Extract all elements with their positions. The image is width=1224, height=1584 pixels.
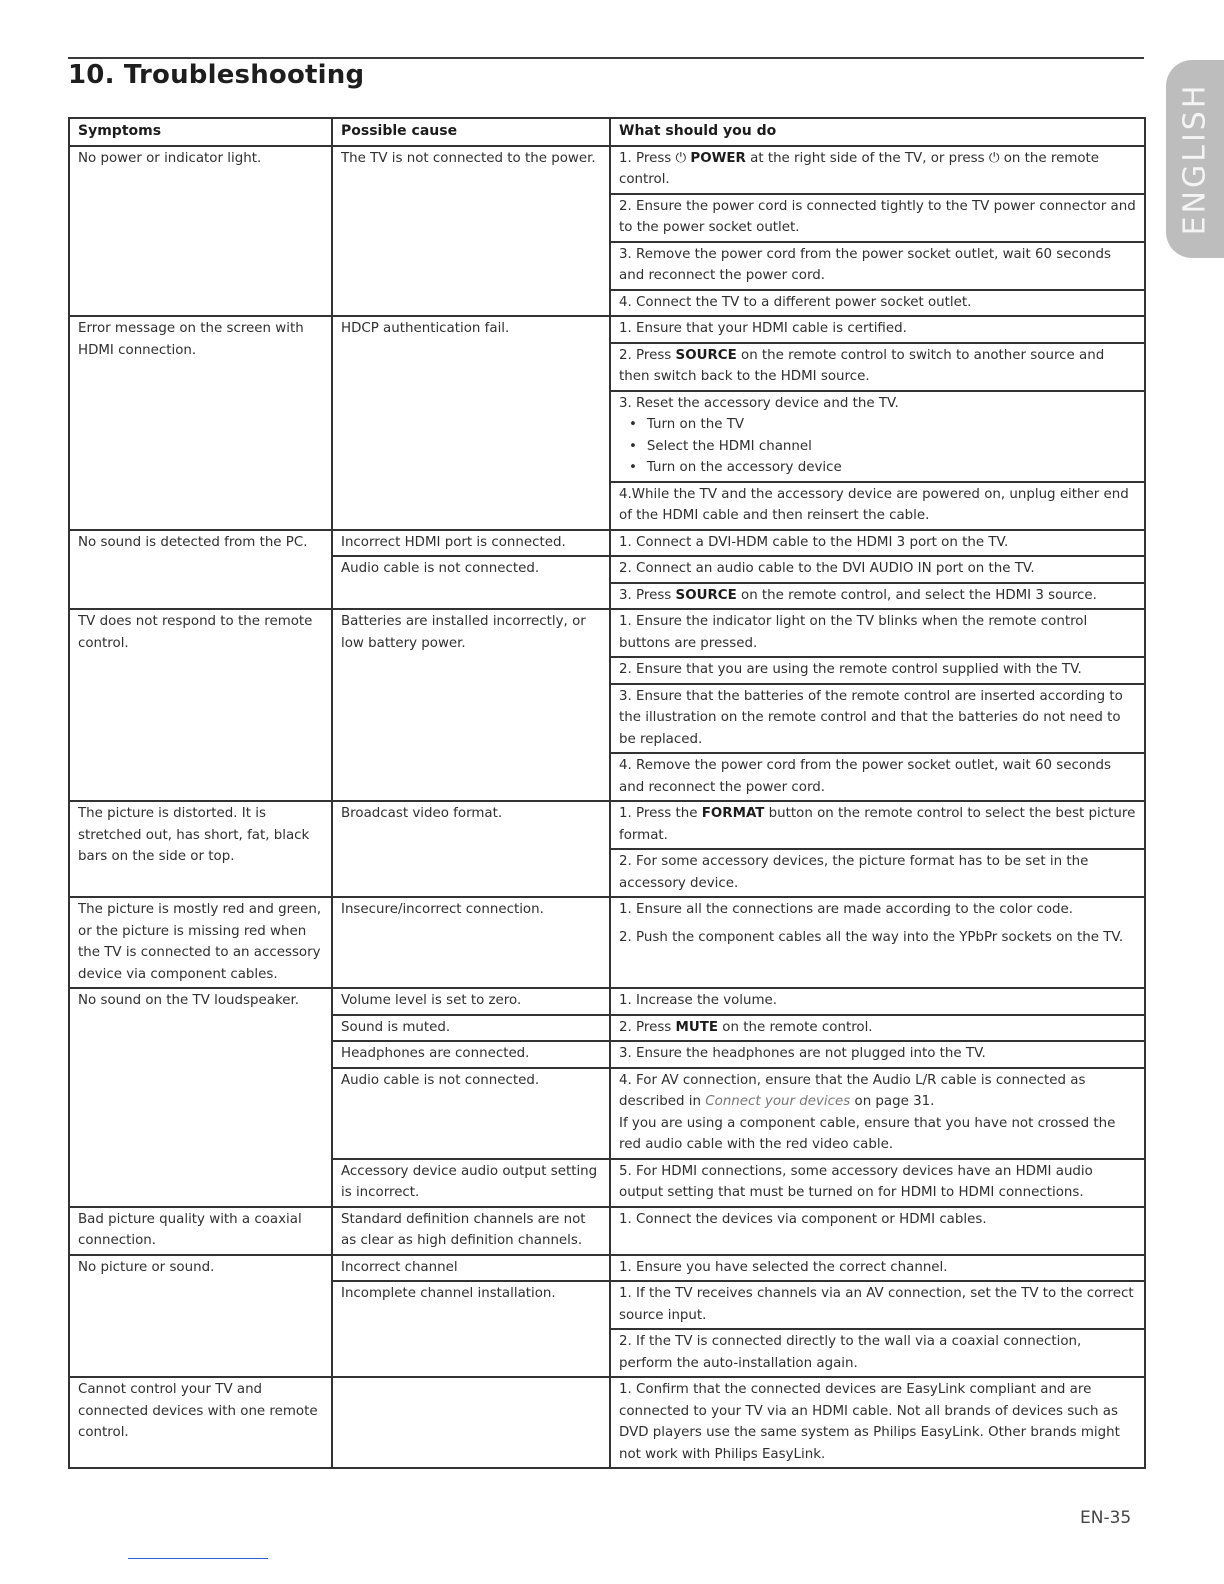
action-text: button on the remote control to select the best picture format.	[619, 806, 1136, 843]
bullet-item: • Turn on the TV	[629, 414, 1136, 436]
action-text: 1. Press	[619, 150, 672, 166]
action-cell: 2. Ensure the power cord is connected tightly to the TV power connector and to the power socket outlet.	[610, 194, 1145, 242]
action-text: 3. Reset the accessory device and the TV.	[619, 395, 899, 411]
source-keyword: SOURCE	[675, 587, 737, 603]
action-cell: 1. Increase the volume.	[610, 988, 1145, 1015]
action-text: on the remote control.	[722, 1019, 873, 1035]
action-text: on the remote control.	[619, 150, 1100, 187]
bullet-item: • Turn on the accessory device	[629, 457, 1136, 479]
action-cell	[610, 1015, 1145, 1042]
action-cell: 3. Ensure the headphones are not plugged into the TV.	[610, 1041, 1145, 1068]
action-text: at the right side of the TV, or press	[750, 150, 985, 166]
action-cell: 1. Ensure the indicator light on the TV blinks when the remote control buttons are pressed.	[610, 609, 1145, 657]
table-row	[69, 897, 1145, 988]
symptom-cell: No picture or sound.	[69, 1255, 332, 1378]
table-row	[69, 1207, 1145, 1255]
header-symptoms: Symptoms	[69, 118, 332, 146]
cause-cell: Sound is muted.	[332, 1015, 610, 1042]
action-cell	[610, 1068, 1145, 1159]
table-row	[69, 316, 1145, 343]
action-cell: 1. Connect a DVI-HDM cable to the HDMI 3 port on the TV.	[610, 530, 1145, 557]
cause-cell: Accessory device audio output setting is incorrect.	[332, 1159, 610, 1207]
power-icon: ⏻	[988, 150, 1000, 166]
cause-cell: Headphones are connected.	[332, 1041, 610, 1068]
action-cell: 4. Remove the power cord from the power socket outlet, wait 60 seconds and reconnect the power cord.	[610, 753, 1145, 801]
action-text: If you are using a component cable, ensure that you have not crossed the red audio cable with the red video cable.	[619, 1115, 1116, 1152]
table-row	[69, 988, 1145, 1015]
connect-devices-link[interactable]: Connect your devices	[705, 1094, 851, 1109]
format-keyword: FORMAT	[701, 806, 765, 821]
cause-cell: Insecure/incorrect connection.	[332, 897, 610, 988]
cause-cell: The TV is not connected to the power.	[332, 146, 610, 317]
action-cell: 2. For some accessory devices, the picture format has to be set in the accessory device.	[610, 849, 1145, 897]
symptom-cell: Bad picture quality with a coaxial connection.	[69, 1207, 332, 1255]
action-cell: 1. If the TV receives channels via an AV connection, set the TV to the correct source input.	[610, 1281, 1145, 1329]
action-cell: 5. For HDMI connections, some accessory devices have an HDMI audio output setting that must be turned on for HDMI to HDMI connections.	[610, 1159, 1145, 1207]
header-what-to-do: What should you do	[610, 118, 1145, 146]
action-text	[619, 1070, 1136, 1113]
action-text: 2. Press	[619, 347, 672, 363]
symptom-cell: TV does not respond to the remote control.	[69, 609, 332, 801]
action-cell: 1. Confirm that the connected devices are EasyLink compliant and are connected to your TV via an HDMI cable. Not all brands of devices such as DVD players use the same system as Philips EasyLink. Other brands might not work with Philips EasyLink.	[610, 1377, 1145, 1468]
cause-cell: Broadcast video format.	[332, 801, 610, 897]
action-cell	[610, 146, 1145, 194]
action-text: 2. Press	[619, 1019, 672, 1035]
source-keyword: SOURCE	[675, 347, 737, 363]
action-text: 1. Ensure all the connections are made according to the color code.	[619, 902, 1074, 917]
action-cell: 3. Ensure that the batteries of the remote control are inserted according to the illustration on the remote control and that the batteries do not need to be replaced.	[610, 684, 1145, 754]
page-title: 10. Troubleshooting	[68, 60, 365, 90]
cause-cell: Incorrect HDMI port is connected.	[332, 530, 610, 557]
table-row	[69, 801, 1145, 849]
symptom-cell: The picture is distorted. It is stretched out, has short, fat, black bars on the side or top.	[69, 801, 332, 897]
action-text: on the remote control, and select the HDMI 3 source.	[741, 587, 1097, 603]
action-cell: 2. Ensure that you are using the remote control supplied with the TV.	[610, 657, 1145, 684]
cause-cell: Standard definition channels are not as clear as high definition channels.	[332, 1207, 610, 1255]
action-cell: 1. Ensure you have selected the correct channel.	[610, 1255, 1145, 1282]
cause-cell: Batteries are installed incorrectly, or low battery power.	[332, 609, 610, 801]
action-text-part: 4. For AV connection, ensure that the Audio L/R cable is connected as described in	[619, 1072, 1086, 1109]
action-text-part: on page 31.	[854, 1094, 935, 1109]
language-tab	[1166, 60, 1224, 258]
cause-cell	[332, 1377, 610, 1468]
symptom-cell: Error message on the screen with HDMI connection.	[69, 316, 332, 530]
cause-cell: Incomplete channel installation.	[332, 1281, 610, 1377]
table-row	[69, 609, 1145, 657]
action-text: 2. Push the component cables all the way into the YPbPr sockets on the TV.	[619, 929, 1124, 945]
power-icon: ⏻	[675, 150, 687, 166]
symptom-cell: No power or indicator light.	[69, 146, 332, 317]
action-cell: 3. Remove the power cord from the power socket outlet, wait 60 seconds and reconnect the power cord.	[610, 242, 1145, 290]
action-text: on the remote control to switch to another source and then switch back to the HDMI source.	[619, 347, 1105, 384]
language-tab-label: ENGLISH	[1177, 82, 1213, 236]
action-cell: 1. Connect the devices via component or HDMI cables.	[610, 1207, 1145, 1255]
action-cell: 2. Connect an audio cable to the DVI AUDIO IN port on the TV.	[610, 556, 1145, 583]
cause-cell: Audio cable is not connected.	[332, 556, 610, 609]
cause-cell: Audio cable is not connected.	[332, 1068, 610, 1159]
symptom-cell: No sound on the TV loudspeaker.	[69, 988, 332, 1207]
header-possible-cause: Possible cause	[332, 118, 610, 146]
table-row	[69, 530, 1145, 557]
footer-line	[128, 1558, 268, 1559]
action-cell	[610, 343, 1145, 391]
table-row	[69, 1255, 1145, 1282]
action-cell	[610, 583, 1145, 610]
action-cell: 1. Ensure that your HDMI cable is certified.	[610, 316, 1145, 343]
top-rule	[68, 57, 1144, 59]
action-cell: 4.While the TV and the accessory device are powered on, unplug either end of the HDMI cable and then reinsert the cable.	[610, 482, 1145, 530]
cause-cell: HDCP authentication fail.	[332, 316, 610, 530]
power-keyword: POWER	[690, 150, 746, 166]
action-cell	[610, 391, 1145, 482]
symptom-cell: Cannot control your TV and connected devices with one remote control.	[69, 1377, 332, 1468]
table-row	[69, 146, 1145, 194]
action-text: 1. Press the	[619, 806, 698, 821]
cause-cell: Volume level is set to zero.	[332, 988, 610, 1015]
table-row	[69, 1377, 1145, 1468]
action-text: 3. Press	[619, 587, 672, 603]
mute-keyword: MUTE	[675, 1019, 719, 1035]
troubleshooting-table	[68, 117, 1146, 1469]
bullet-list	[619, 414, 1136, 479]
action-cell: 4. Connect the TV to a different power socket outlet.	[610, 290, 1145, 317]
symptom-cell: No sound is detected from the PC.	[69, 530, 332, 610]
cause-cell: Incorrect channel	[332, 1255, 610, 1282]
bullet-item: • Select the HDMI channel	[629, 436, 1136, 458]
symptom-cell: The picture is mostly red and green, or the picture is missing red when the TV is connected to an accessory device via component cables.	[69, 897, 332, 988]
table-header-row	[69, 118, 1145, 146]
action-cell	[610, 897, 1145, 988]
page-number: EN-35	[1080, 1508, 1132, 1528]
action-cell	[610, 801, 1145, 849]
action-cell: 2. If the TV is connected directly to the wall via a coaxial connection, perform the auto-installation again.	[610, 1329, 1145, 1377]
